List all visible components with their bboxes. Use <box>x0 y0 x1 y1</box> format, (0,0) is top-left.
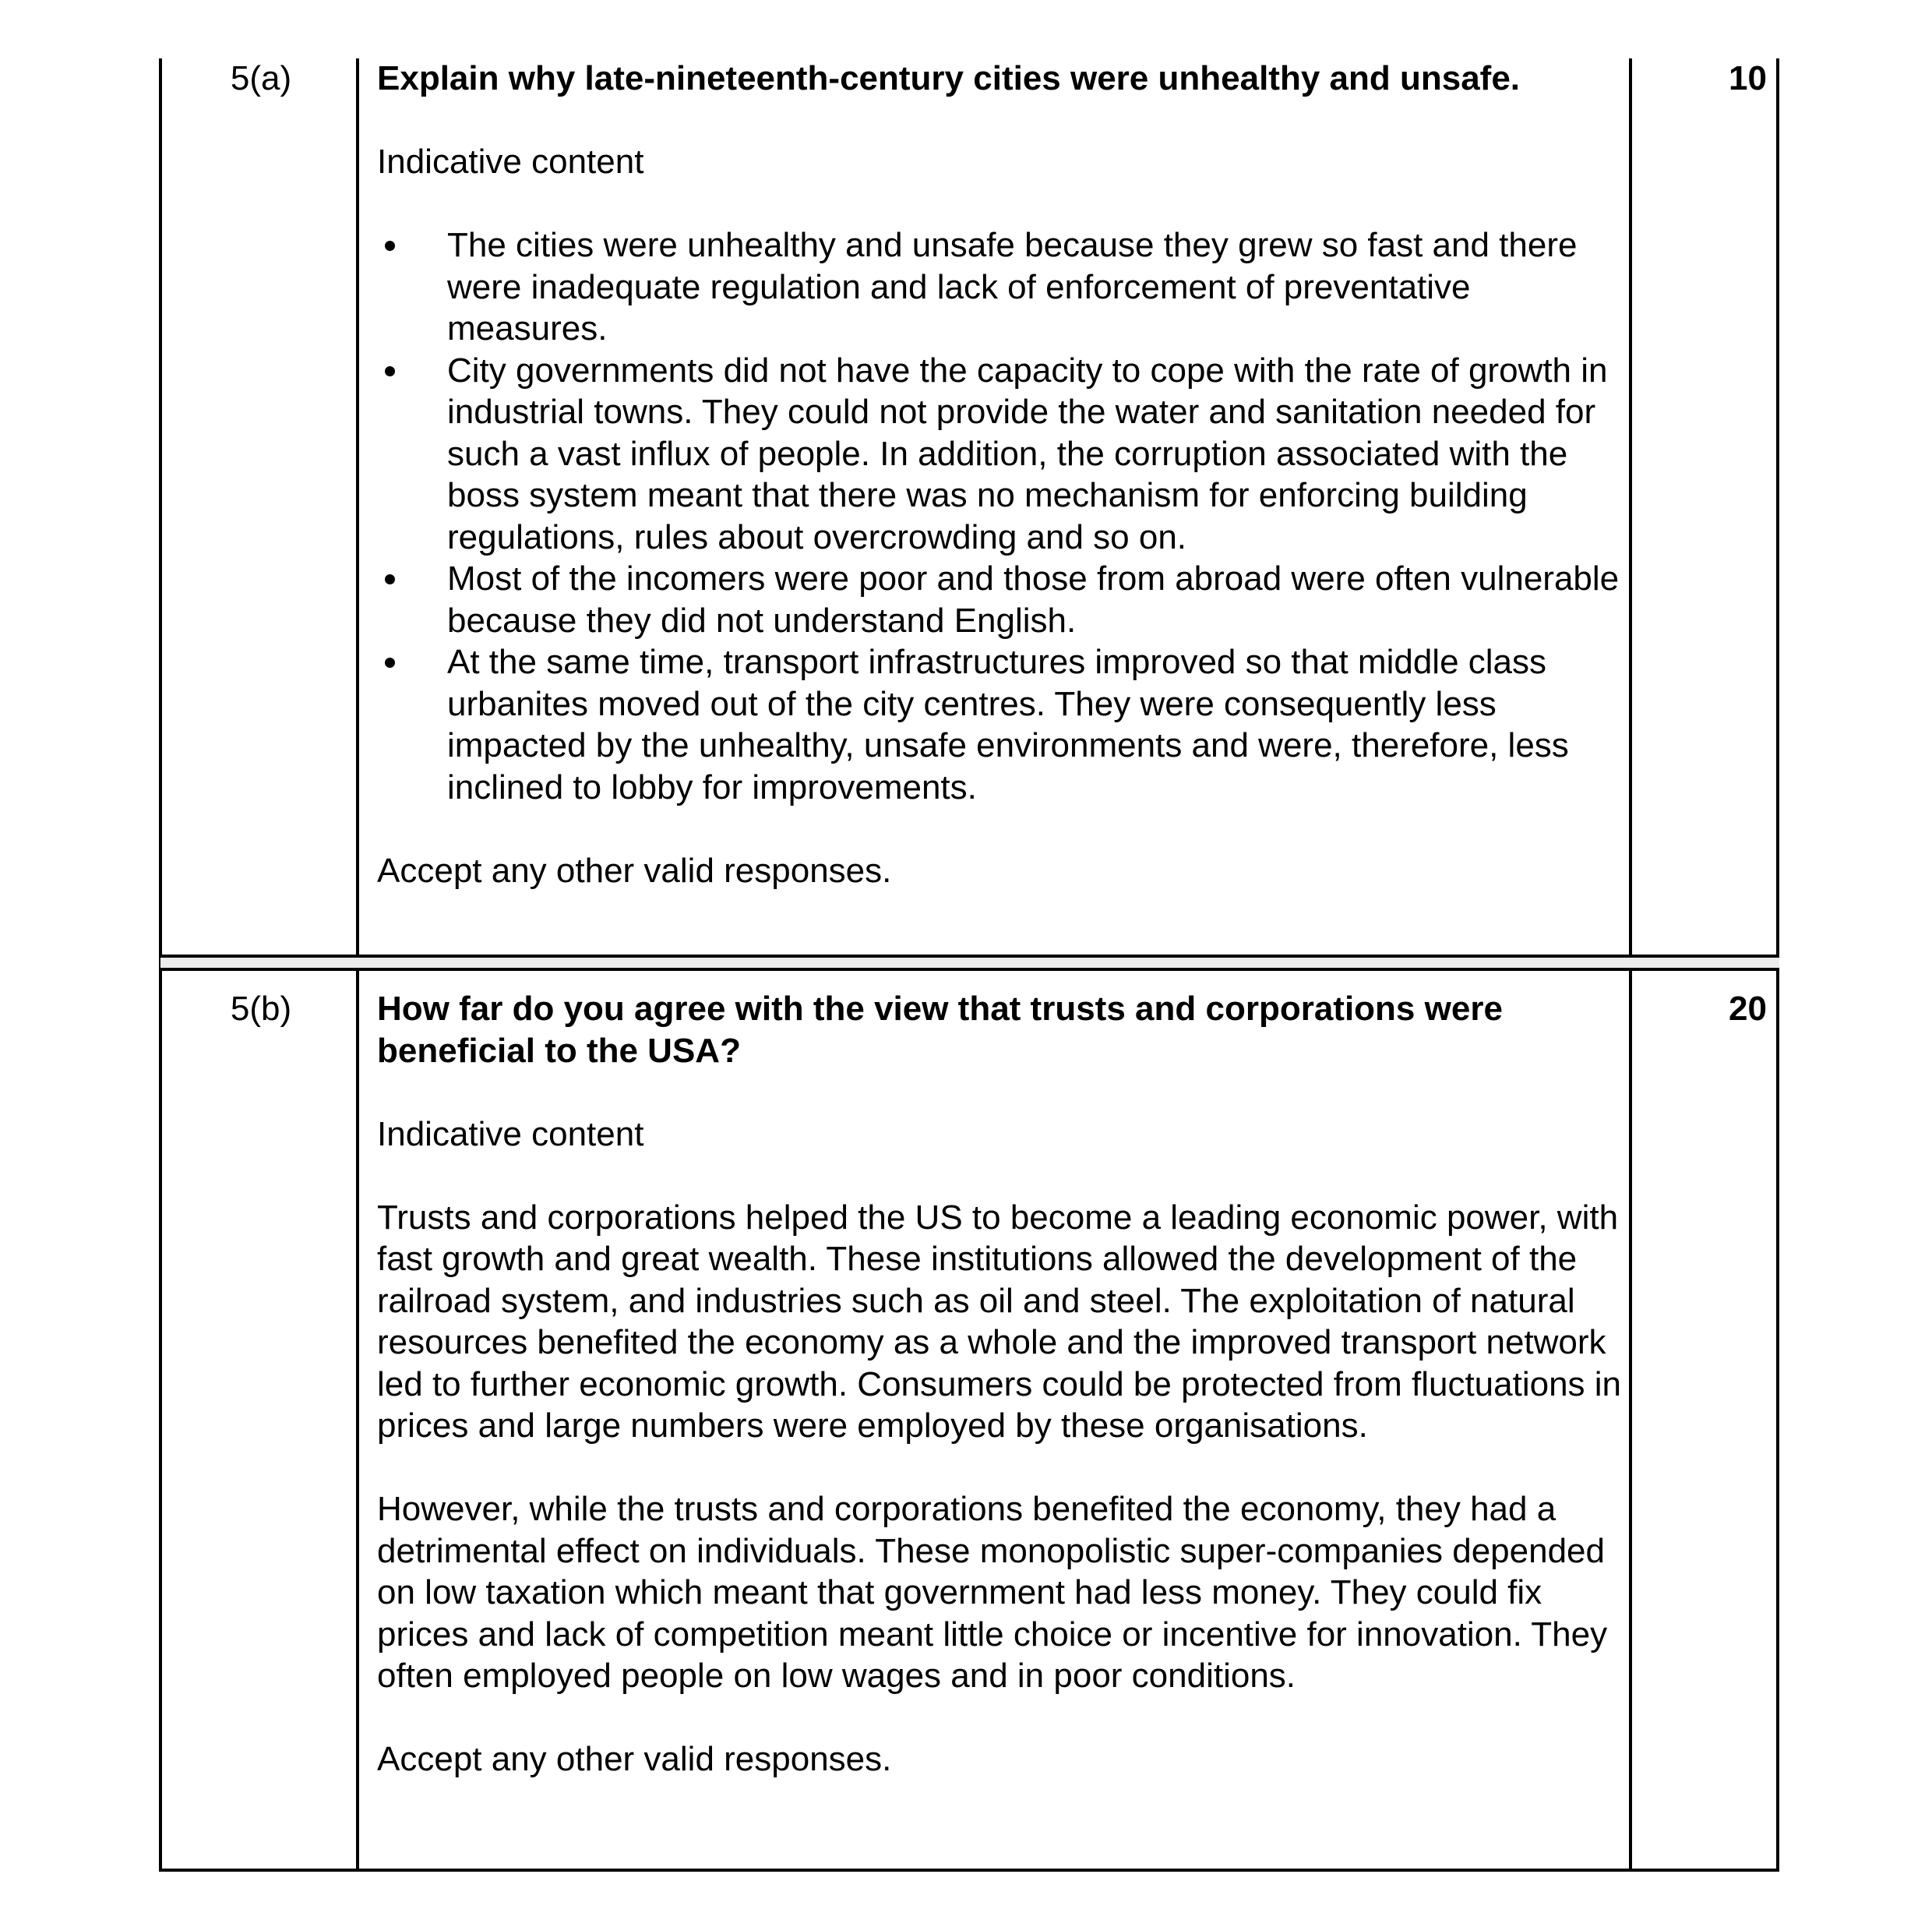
question-marks: 20 <box>1729 990 1767 1028</box>
list-item-text: City governments did not have the capacity to cope with the rate of growth in industrial towns. They could not provide the water and sanitation needed for such a vast influx of people. In addition, the corruption associated with the boss system meant that there was no mechanism for enforcing building regulations, rules about overcrowding and so on. <box>447 351 1608 556</box>
table-border-bottom <box>159 1869 1779 1872</box>
row-separator-bottom <box>159 968 1779 971</box>
question-marks: 10 <box>1729 59 1767 97</box>
question-number: 5(b) <box>230 990 292 1028</box>
question-text: How far do you agree with the view that trusts and corporations were beneficial to the USA? <box>377 990 1503 1070</box>
indicative-bullet-list <box>377 224 1624 808</box>
list-item <box>377 558 1624 641</box>
list-item <box>377 224 1624 350</box>
indicative-content-heading: Indicative content <box>377 1114 644 1153</box>
content-paragraph: Trusts and corporations helped the US to become a leading economic power, with fast growth and great wealth. These institutions allowed the development of the railroad system, and industries such as oil and steel. The exploitation of natural resources benefited the economy as a whole and the improved transport network led to further economic growth. Consumers could be protected from fluctuations in prices and large numbers were employed by these organisations. <box>377 1198 1622 1445</box>
question-text: Explain why late-nineteenth-century cities were unhealthy and unsafe. <box>377 59 1521 97</box>
list-item <box>377 350 1624 559</box>
list-item-text: The cities were unhealthy and unsafe because they grew so fast and there were inadequate regulation and lack of enforcement of preventative measures. <box>447 226 1578 348</box>
list-item <box>377 641 1624 808</box>
question-number: 5(a) <box>230 59 292 97</box>
indicative-content-heading: Indicative content <box>377 143 644 181</box>
row-separator-top <box>159 955 1779 958</box>
question-content <box>377 988 1624 1781</box>
content-paragraph: However, while the trusts and corporations benefited the economy, they had a detrimental effect on individuals. These monopolistic super-companies depended on low taxation which meant that government had less money. They could fix prices and lack of competition meant little choice or incentive for innovation. They often employed people on low wages and in poor conditions. <box>377 1490 1608 1695</box>
closing-note: Accept any other valid responses. <box>377 1740 892 1778</box>
list-item-text: Most of the incomers were poor and those from abroad were often vulnerable because they did not understand English. <box>447 559 1620 640</box>
list-item-text: At the same time, transport infrastructures improved so that middle class urbanites moved out of the city centres. They were consequently less impacted by the unhealthy, unsafe environments and were, therefore, less inclined to lobby for improvements. <box>447 643 1569 806</box>
question-content <box>377 58 1624 891</box>
closing-note: Accept any other valid responses. <box>377 851 892 890</box>
